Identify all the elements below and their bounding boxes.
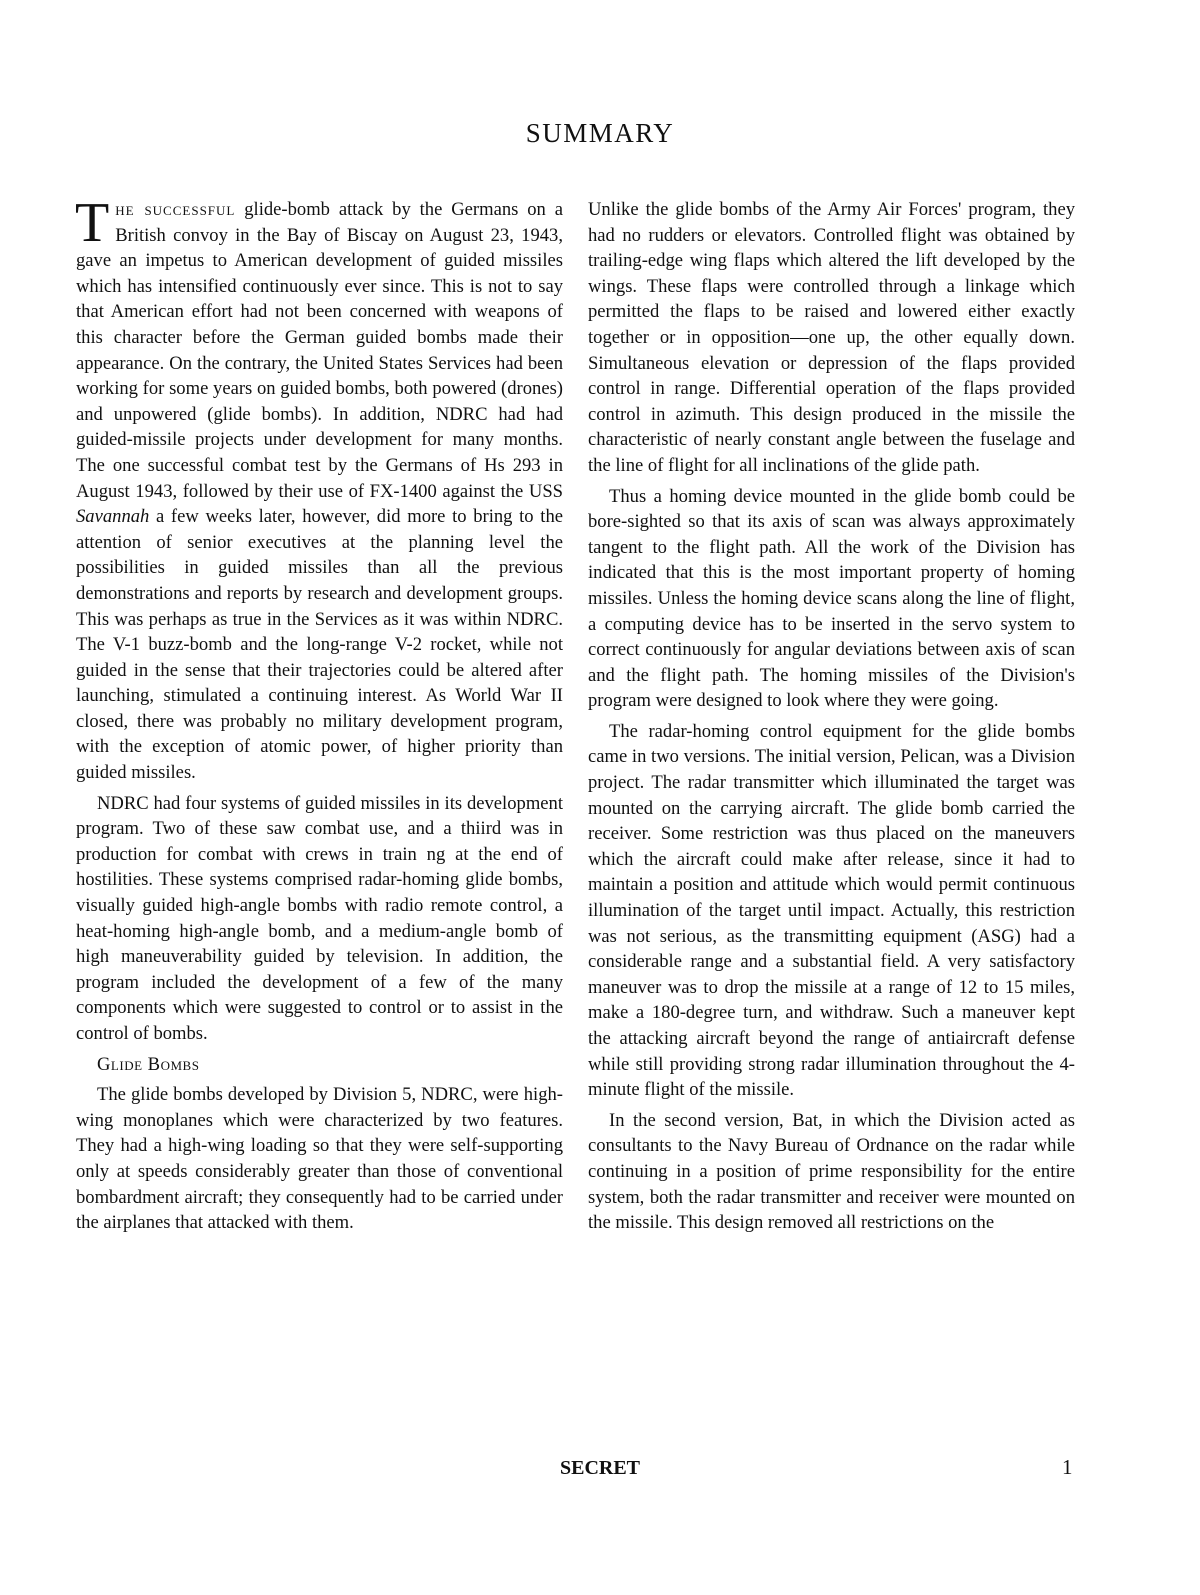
paragraph-text: a few weeks later, however, did more to bring to the attention of senior executives at the planning level the possibilities in guided missiles than all the previous demonstrations and reports by research and development groups. This was perhaps as true in the Services as it was within NDRC. The V-1 buzz-bomb and the long-range V-2 rocket, while not guided in the sense that their trajectories could be altered after launching, stimulated a continuing interest. As World War II closed, there was probably no military development program, with the exception of atomic power, of higher priority than guided missiles.: [76, 506, 563, 784]
paragraph: Unlike the glide bombs of the Army Air Forces' program, they had no rudders or elevators. Controlled flight was obtained by trailing-edge wing flaps which altered the lift developed by the wings. These flaps were controlled through a linkage which permitted the flaps to be raised and lowered either exactly together or in opposition—one up, the other equally down. Simultaneous elevation or depression of the flaps provided control in range. Differential operation of the flaps provided control in azimuth. This design produced in the missile the characteristic of nearly constant angle between the fuselage and the line of flight for all inclinations of the glide path.: [588, 199, 1075, 476]
page-number: 1: [1062, 1455, 1073, 1479]
left-column: [75, 192, 563, 1236]
lead-in-text: he successful: [115, 199, 236, 220]
paragraph: Thus a homing device mounted in the glide bomb could be bore-sighted so that its axis of scan was always approximately tangent to the flight path. All the work of the Division has indicated that this is the most important property of homing missiles. Unless the homing device scans along the line of flight, a computing device has to be inserted in the servo system to correct continuously for angular deviations between axis of scan and the flight path. The homing missiles of the Division's program were designed to look where they were going.: [588, 485, 1075, 712]
right-column: [588, 197, 1075, 1236]
paragraph: The glide bombs developed by Division 5, NDRC, were high-wing monoplanes which were characterized by two features. They had a high-wing loading so that they were self-supporting only at speeds considerably greater than those of conventional bombardment aircraft; they consequently had to be carried under the airplanes that attacked with them.: [76, 1084, 563, 1234]
paragraph: NDRC had four systems of guided missiles in its development program. Two of these saw combat use, and a thiird was in production for combat with crews in train ng at the end of hostilities. These systems comprised radar-homing glide bombs, visually guided high-angle bombs with radio remote control, a heat-homing high-angle bomb, and a medium-angle bomb of high maneuverability guided by television. In addition, the program included the development of a few of the many components which were suggested to control or to assist in the control of bombs.: [76, 792, 563, 1044]
section-heading: Glide Bombs: [97, 1053, 200, 1075]
paragraph: [75, 192, 563, 786]
security-classification: SECRET: [559, 1457, 641, 1479]
page-title: SUMMARY: [525, 118, 675, 148]
paragraph: The radar-homing control equipment for the glide bombs came in two versions. The initial version, Pelican, was a Division project. The radar transmitter which illuminated the target was mounted on the carrying aircraft. The glide bomb carried the receiver. Some restriction was thus placed on the maneuvers which the aircraft could make after release, since it had to maintain a position and attitude which would permit continuous illumination of the target until impact. Actually, this restriction was not serious, as the transmitting equipment (ASG) had a considerable range and a substantial field. A very satisfactory maneuver was to drop the missile at a range of 12 to 15 miles, make a 180-degree turn, and withdraw. Such a maneuver kept the attacking aircraft beyond the range of antiaircraft defense while still providing strong radar illumination throughout the 4-minute flight of the missile.: [588, 720, 1075, 1101]
drop-cap: T: [75, 192, 110, 254]
paragraph: In the second version, Bat, in which the Division acted as consultants to the Navy Bureau of Ordnance on the radar while continuing in a position of prime responsibility for the entire system, both the radar transmitter and receiver were mounted on the missile. This design removed all restrictions on the: [588, 1109, 1075, 1234]
paragraph-text: glide-bomb attack by the Germans on a British convoy in the Bay of Biscay on August 23, 1943, gave an impetus to American development of guided missiles which has intensified continuously ever since. This is not to say that American effort had not been concerned with weapons of this character before the German guided bombs made their appearance. On the contrary, the United States Services had been working for some years on guided bombs, both powered (drones) and unpowered (glide bombs). In addition, NDRC had had guided-missile projects under development for many months. The one successful combat test by the Germans of Hs 293 in August 1943, followed by their use of FX-1400 against the USS: [76, 199, 563, 502]
ship-name: Savannah: [76, 506, 150, 528]
